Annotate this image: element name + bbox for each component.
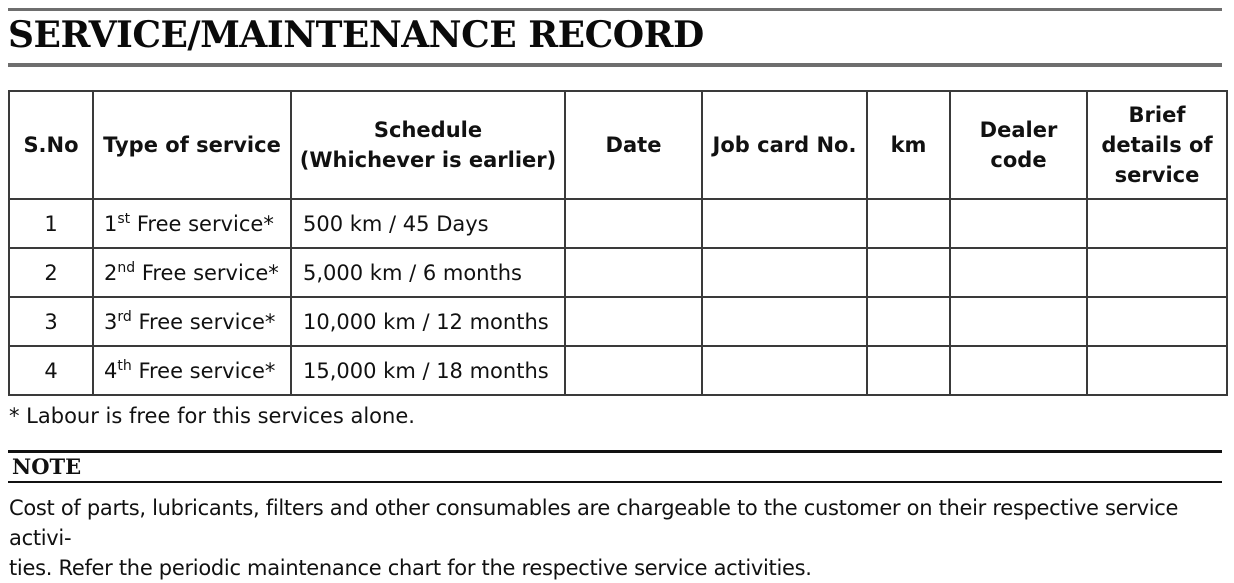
cell-schedule: 500 km / 45 Days	[291, 199, 565, 248]
header-dealer-line2: code	[990, 148, 1047, 172]
ordinal-number: 3	[104, 309, 118, 334]
note-bottom-rule	[8, 481, 1222, 483]
cell-sno: 4	[9, 346, 93, 395]
service-label: Free service*	[141, 260, 279, 285]
cell-schedule: 5,000 km / 6 months	[291, 248, 565, 297]
header-date: Date	[565, 91, 702, 199]
note-line-1: Cost of parts, lubricants, filters and other consumables are chargeable to the customer on their respective service activi-	[9, 496, 1179, 550]
note-heading: NOTE	[12, 454, 82, 479]
cell-brief-details[interactable]	[1087, 248, 1227, 297]
cell-sno: 3	[9, 297, 93, 346]
header-km: km	[867, 91, 950, 199]
cell-sno: 2	[9, 248, 93, 297]
cell-km[interactable]	[867, 346, 950, 395]
cell-dealer-code[interactable]	[950, 199, 1087, 248]
header-dealer-line1: Dealer	[979, 118, 1058, 142]
cell-schedule: 15,000 km / 18 months	[291, 346, 565, 395]
table-row	[9, 199, 1227, 248]
title-bottom-rule	[8, 63, 1222, 67]
ordinal-number: 4	[104, 358, 118, 383]
table-row	[9, 346, 1227, 395]
cell-job-card-no[interactable]	[702, 248, 867, 297]
page-title: SERVICE/MAINTENANCE RECORD	[8, 14, 704, 56]
cell-dealer-code[interactable]	[950, 248, 1087, 297]
cell-dealer-code[interactable]	[950, 297, 1087, 346]
header-schedule-line2: (Whichever is earlier)	[299, 148, 557, 172]
cell-date[interactable]	[565, 199, 702, 248]
header-dealer-code	[950, 91, 1087, 199]
cell-km[interactable]	[867, 199, 950, 248]
ordinal-suffix: rd	[117, 308, 132, 325]
header-sno: S.No	[9, 91, 93, 199]
cell-km[interactable]	[867, 297, 950, 346]
table-row	[9, 248, 1227, 297]
ordinal-number: 1	[104, 211, 118, 236]
service-label: Free service*	[136, 211, 274, 236]
header-type-of-service: Type of service	[93, 91, 291, 199]
note-top-rule	[8, 450, 1222, 453]
header-job-card-no: Job card No.	[702, 91, 867, 199]
note-line-2: ties. Refer the periodic maintenance chart for the respective service activities.	[9, 556, 812, 580]
note-body	[9, 493, 1223, 583]
cell-type-of-service	[93, 199, 291, 248]
header-brief-line2: details of	[1101, 133, 1213, 157]
cell-date[interactable]	[565, 297, 702, 346]
labour-footnote: * Labour is free for this services alone.	[9, 404, 415, 428]
ordinal-suffix: nd	[117, 259, 136, 276]
cell-date[interactable]	[565, 346, 702, 395]
cell-schedule: 10,000 km / 12 months	[291, 297, 565, 346]
service-label: Free service*	[138, 358, 276, 383]
cell-brief-details[interactable]	[1087, 199, 1227, 248]
service-label: Free service*	[138, 309, 276, 334]
cell-sno: 1	[9, 199, 93, 248]
header-schedule	[291, 91, 565, 199]
cell-brief-details[interactable]	[1087, 297, 1227, 346]
table-row	[9, 297, 1227, 346]
header-brief-line1: Brief	[1128, 103, 1186, 127]
cell-km[interactable]	[867, 248, 950, 297]
header-row	[9, 91, 1227, 199]
header-brief-line3: service	[1114, 163, 1200, 187]
cell-job-card-no[interactable]	[702, 297, 867, 346]
cell-type-of-service	[93, 248, 291, 297]
title-top-rule	[8, 8, 1222, 11]
cell-brief-details[interactable]	[1087, 346, 1227, 395]
cell-type-of-service	[93, 297, 291, 346]
ordinal-number: 2	[104, 260, 118, 285]
cell-dealer-code[interactable]	[950, 346, 1087, 395]
header-schedule-line1: Schedule	[373, 118, 483, 142]
service-record-table	[8, 90, 1228, 396]
ordinal-suffix: st	[117, 210, 131, 227]
cell-date[interactable]	[565, 248, 702, 297]
ordinal-suffix: th	[117, 357, 132, 374]
header-brief-details	[1087, 91, 1227, 199]
cell-job-card-no[interactable]	[702, 346, 867, 395]
cell-type-of-service	[93, 346, 291, 395]
cell-job-card-no[interactable]	[702, 199, 867, 248]
